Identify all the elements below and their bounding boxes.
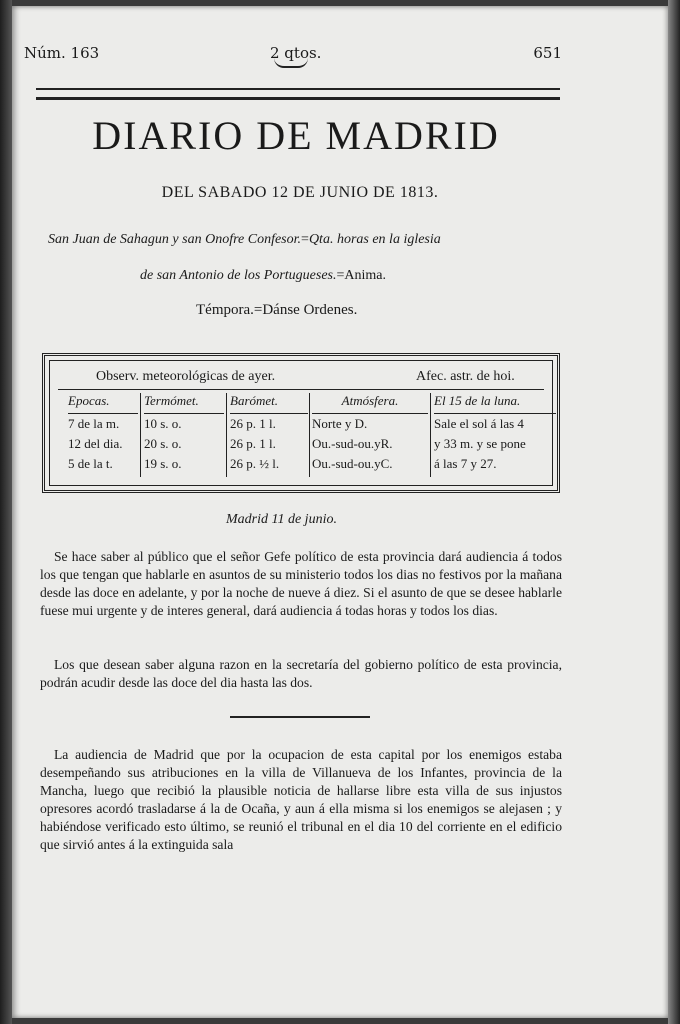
col-header: Termómet. (144, 393, 224, 414)
meteo-right-title: Afec. astr. de hoi. (416, 369, 515, 384)
cell: á las 7 y 27. (434, 456, 497, 471)
saints-line-1-rest: Qta. horas en la iglesia (308, 232, 441, 247)
price-text: 2 qtos. (270, 44, 322, 62)
col-separator (140, 393, 141, 477)
col-atmosfera (312, 393, 428, 477)
col-header: Epocas. (68, 393, 138, 414)
cell: 7 de la m. (68, 416, 120, 431)
article-paragraph: La audiencia de Madrid que por la ocupacion de esta capital por los enemigos estaba desempeñando sus atribuciones en la villa de Villanueva de los Infantes, provincia de la Mancha, luego que recibió la plausible noticia de hallarse libre esta villa de sus injustos opresores acordó trasladarse á la de Ocaña, y aun á ella misma si los enemigos se alejasen ; y habiéndose verificado esto último, se reunió el tribunal en el dia 10 del corriente en el edificio que sirvió antes á la extinguida sala (40, 747, 562, 852)
saints-line-2-italic: de san Antonio de los Portugueses. (140, 268, 337, 283)
cell: 5 de la t. (68, 456, 113, 471)
saints-line-2-rest: =Anima. (336, 268, 387, 283)
col-header: El 15 de la luna. (434, 393, 556, 414)
saints-line-2 (140, 268, 540, 284)
dateplace-heading: Madrid 11 de junio. (226, 512, 337, 527)
section-divider (230, 716, 370, 718)
col-separator (430, 393, 431, 477)
price-brace (274, 58, 308, 68)
cell: 26 p. ½ l. (230, 456, 280, 471)
cell: 20 s. o. (144, 436, 182, 451)
col-separator (226, 393, 227, 477)
col-separator (309, 393, 310, 477)
cell: 26 p. 1 l. (230, 416, 276, 431)
meteo-left-title: Observ. meteorológicas de ayer. (96, 369, 276, 384)
saints-line-1 (48, 232, 568, 248)
issue-number: Núm. 163 (24, 44, 100, 62)
dateline: DEL SABADO 12 DE JUNIO DE 1813. (161, 184, 439, 201)
cell: 10 s. o. (144, 416, 182, 431)
masthead-title: DIARIO DE MADRID (92, 113, 500, 158)
col-afecciones (434, 393, 556, 477)
tempora-line: Témpora.=Dánse Ordenes. (196, 302, 358, 318)
col-header: Atmósfera. (312, 393, 428, 414)
meteo-header-rule (58, 389, 544, 390)
meteorological-table (42, 353, 560, 493)
cell: 19 s. o. (144, 456, 182, 471)
cell: Ou.-sud-ou.yR. (312, 436, 393, 451)
cell: Sale el sol á las 4 (434, 416, 524, 431)
article-paragraph: Los que desean saber alguna razon en la secretaría del gobierno político de esta provincia, podrán acudir desde las doce del dia hasta las dos. (40, 657, 562, 690)
cell: y 33 m. y se pone (434, 436, 526, 451)
meteo-header (50, 365, 552, 387)
cell: 12 del dia. (68, 436, 123, 451)
col-termometro (144, 393, 224, 477)
binding-edge-right (668, 0, 680, 1024)
col-epocas (68, 393, 138, 477)
col-header: Barómet. (230, 393, 308, 414)
article-paragraph: Se hace saber al público que el señor Gefe político de esta provincia dará audiencia á todos los que tengan que hablarle en asuntos de su ministerio todos los dias no festivos por la mañana desde las doce en adelante, y por la noche de nueve á diez. Si el asunto de que se desee hablarle fuese mui urgente y de interes general, dará audiencia á todas horas y todos los dias. (40, 549, 562, 618)
cell: Ou.-sud-ou.yC. (312, 456, 393, 471)
header-double-rule (36, 88, 560, 100)
saints-line-1-sep: = (301, 232, 309, 247)
cell: Norte y D. (312, 416, 368, 431)
price (270, 44, 321, 62)
cell: 26 p. 1 l. (230, 436, 276, 451)
meteo-inner-border (49, 360, 553, 486)
saints-line-1-italic: San Juan de Sahagun y san Onofre Confesor. (48, 232, 302, 247)
page-number: 651 (533, 44, 562, 62)
binding-edge-left (0, 0, 12, 1024)
col-barometro (230, 393, 308, 477)
